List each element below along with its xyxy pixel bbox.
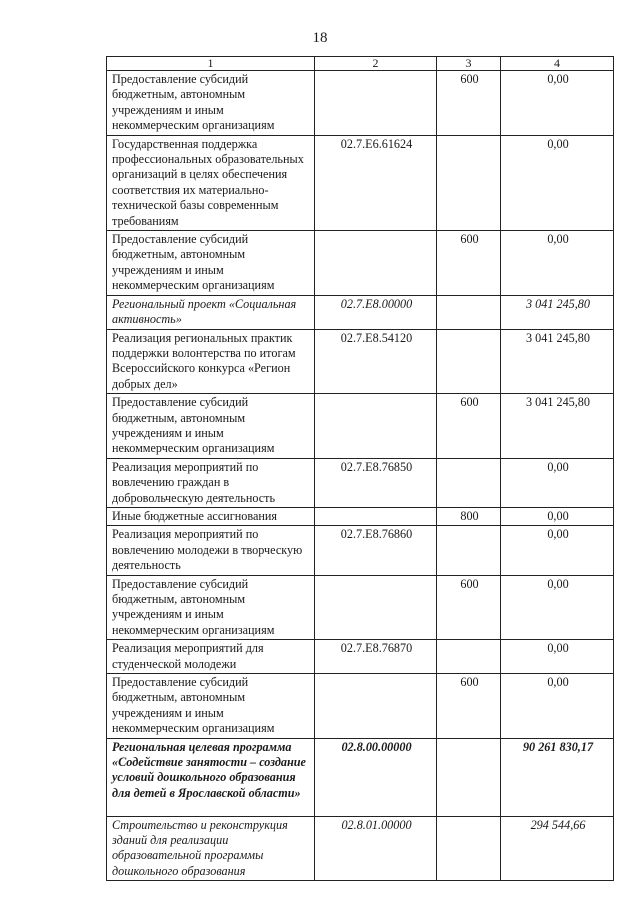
row-amount-cell: 0,00: [501, 71, 614, 136]
table-row: [107, 738, 614, 816]
budget-table: [106, 56, 614, 881]
row-code-cell: 02.7.Е6.61624: [315, 135, 437, 230]
row-name-cell: Реализация мероприятий для студенческой молодежи: [107, 640, 315, 674]
row-code-cell: 02.7.Е8.00000: [315, 295, 437, 329]
row-code-cell: 02.7.Е8.76850: [315, 458, 437, 507]
header-col-2: 2: [315, 57, 437, 71]
row-name-cell: Реализация мероприятий по вовлечению граждан в добровольческую деятельность: [107, 458, 315, 507]
row-type-cell: 600: [437, 394, 501, 459]
row-code-cell: [315, 575, 437, 640]
row-code-cell: 02.8.01.00000: [315, 816, 437, 881]
row-amount-cell: 0,00: [501, 135, 614, 230]
row-code-cell: 02.7.Е8.76860: [315, 526, 437, 575]
row-amount-cell: 0,00: [501, 231, 614, 296]
row-code-cell: 02.8.00.00000: [315, 738, 437, 816]
row-type-cell: 600: [437, 674, 501, 739]
row-amount-cell: 0,00: [501, 640, 614, 674]
row-amount-cell: 0,00: [501, 507, 614, 525]
row-code-cell: [315, 507, 437, 525]
table-row: [107, 674, 614, 739]
row-code-cell: 02.7.Е8.54120: [315, 329, 437, 394]
row-type-cell: [437, 329, 501, 394]
row-name-cell: Предоставление субсидий бюджетным, автономным учреждениям и иным некоммерческим организациям: [107, 394, 315, 459]
row-code-cell: [315, 674, 437, 739]
row-type-cell: [437, 135, 501, 230]
row-type-cell: [437, 295, 501, 329]
row-type-cell: [437, 738, 501, 816]
row-type-cell: 800: [437, 507, 501, 525]
row-code-cell: [315, 394, 437, 459]
row-name-cell: Предоставление субсидий бюджетным, автономным учреждениям и иным некоммерческим организациям: [107, 575, 315, 640]
table-row: [107, 295, 614, 329]
row-amount-cell: 3 041 245,80: [501, 295, 614, 329]
row-amount-cell: 0,00: [501, 674, 614, 739]
row-type-cell: 600: [437, 575, 501, 640]
row-name-cell: Реализация мероприятий по вовлечению молодежи в творческую деятельность: [107, 526, 315, 575]
row-type-cell: [437, 526, 501, 575]
table-row: [107, 394, 614, 459]
page-number: 18: [312, 30, 328, 46]
table-row: [107, 526, 614, 575]
row-name-cell: Региональный проект «Социальная активность»: [107, 295, 315, 329]
table-row: [107, 135, 614, 230]
row-name-cell: Предоставление субсидий бюджетным, автономным учреждениям и иным некоммерческим организациям: [107, 674, 315, 739]
table-row: [107, 71, 614, 136]
header-col-3: 3: [437, 57, 501, 71]
row-amount-cell: 0,00: [501, 575, 614, 640]
header-col-4: 4: [501, 57, 614, 71]
row-amount-cell: 3 041 245,80: [501, 329, 614, 394]
header-col-1: 1: [107, 57, 315, 71]
row-type-cell: 600: [437, 231, 501, 296]
row-name-cell: Предоставление субсидий бюджетным, автономным учреждениям и иным некоммерческим организациям: [107, 71, 315, 136]
row-amount-cell: 3 041 245,80: [501, 394, 614, 459]
row-name-cell: Предоставление субсидий бюджетным, автономным учреждениям и иным некоммерческим организациям: [107, 231, 315, 296]
table-row: [107, 816, 614, 881]
row-type-cell: 600: [437, 71, 501, 136]
row-name-cell: Иные бюджетные ассигнования: [107, 507, 315, 525]
row-type-cell: [437, 640, 501, 674]
row-name-cell: Реализация региональных практик поддержки волонтерства по итогам Всероссийского конкурса «Регион добрых дел»: [107, 329, 315, 394]
row-name-cell: Государственная поддержка профессиональных образовательных организаций в целях обеспечения соответствия их материально-технической базы современным требованиям: [107, 135, 315, 230]
row-name-cell: Региональная целевая программа «Содействие занятости – создание условий дошкольного образования для детей в Ярославской области»: [107, 738, 315, 816]
row-name-cell: Строительство и реконструкция зданий для реализации образовательной программы дошкольного образования: [107, 816, 315, 881]
row-code-cell: [315, 71, 437, 136]
table-row: [107, 458, 614, 507]
row-code-cell: [315, 231, 437, 296]
row-amount-cell: 294 544,66: [501, 816, 614, 881]
table-row: [107, 329, 614, 394]
row-type-cell: [437, 816, 501, 881]
table-header-row: [107, 57, 614, 71]
table-row: [107, 231, 614, 296]
table-row: [107, 575, 614, 640]
row-amount-cell: 90 261 830,17: [501, 738, 614, 816]
row-code-cell: 02.7.Е8.76870: [315, 640, 437, 674]
table-row: [107, 507, 614, 525]
row-type-cell: [437, 458, 501, 507]
row-amount-cell: 0,00: [501, 526, 614, 575]
row-amount-cell: 0,00: [501, 458, 614, 507]
table-row: [107, 640, 614, 674]
